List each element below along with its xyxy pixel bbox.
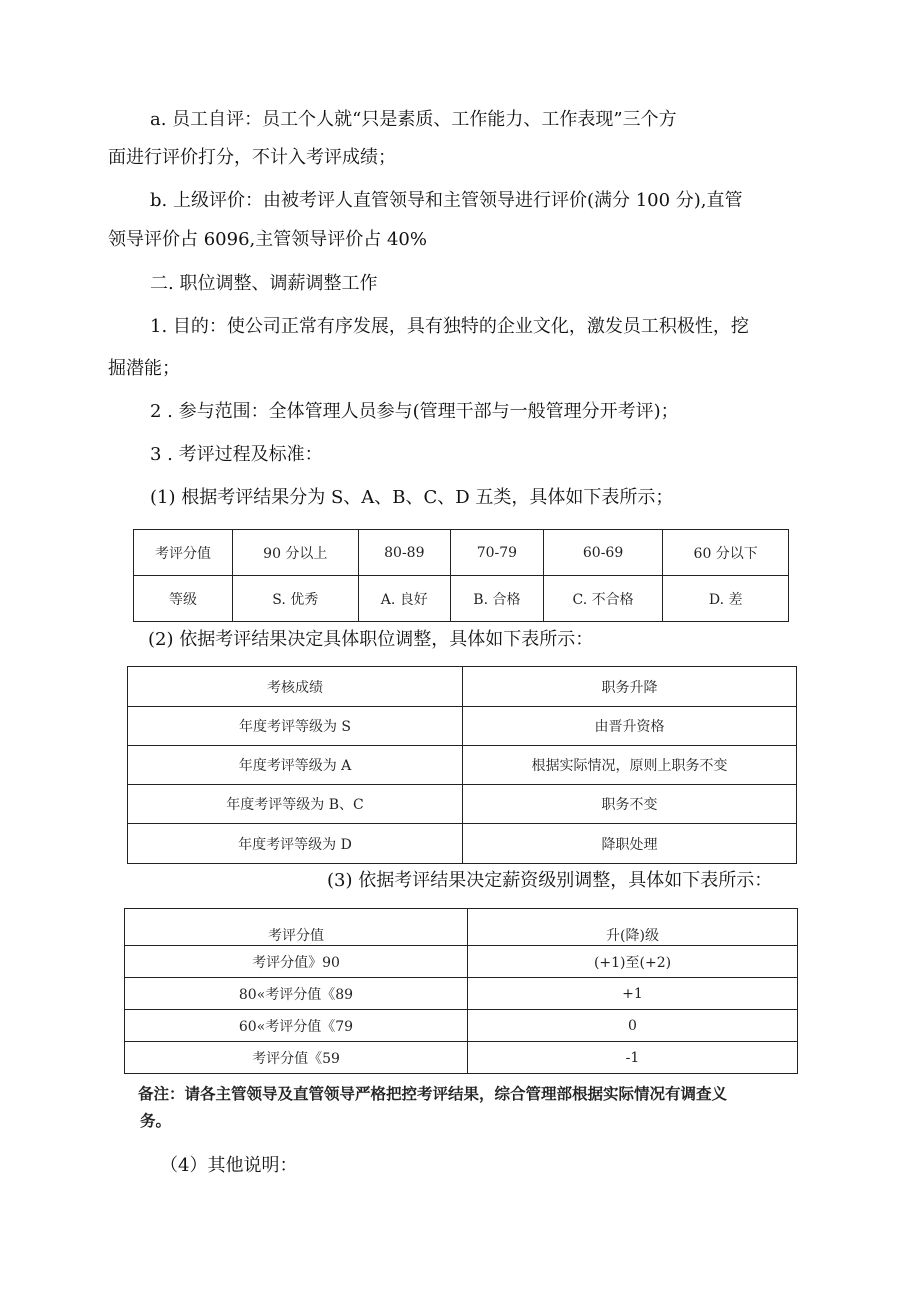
paragraph: 面进行评价打分，不计入考评成绩； [108, 147, 396, 168]
table-cell: 90 分以上 [233, 530, 359, 576]
table-cell: +1 [468, 978, 798, 1010]
grade-table [133, 529, 789, 622]
paragraph: 2 . 参与范围：全体管理人员参与(管理干部与一般管理分开考评)； [150, 401, 679, 422]
position-table [127, 666, 797, 864]
table-cell: 70-79 [451, 530, 544, 576]
table-cell: -1 [468, 1042, 798, 1074]
paragraph: （4）其他说明： [160, 1155, 298, 1176]
paragraph: (3) 依据考评结果决定薪资级别调整，具体如下表所示： [327, 870, 773, 891]
paragraph: 掘潜能； [108, 358, 180, 379]
table-cell: 由晋升资格 [463, 707, 797, 746]
table-cell: 60 分以下 [663, 530, 789, 576]
table-cell: 等级 [134, 576, 233, 622]
table-cell: S. 优秀 [233, 576, 359, 622]
paragraph: 领导评价占 6096,主管领导评价占 40% [108, 229, 427, 250]
paragraph: 3 . 考评过程及标准： [150, 444, 323, 465]
note: 务。 [140, 1112, 172, 1130]
table-cell: 职务不变 [463, 785, 797, 824]
salary-table [124, 908, 798, 1074]
table-cell: 考评分值 [125, 909, 468, 946]
table-cell: C. 不合格 [543, 576, 663, 622]
paragraph: 1. 目的：使公司正常有序发展，具有独特的企业文化，激发员工积极性，挖 [150, 316, 749, 337]
table-cell: 根据实际情况，原则上职务不变 [463, 746, 797, 785]
table-cell: B. 合格 [451, 576, 544, 622]
table-cell: 年度考评等级为 A [128, 746, 463, 785]
table-cell: 考评分值》90 [125, 946, 468, 978]
table-cell: 考评分值 [134, 530, 233, 576]
paragraph: (2) 依据考评结果决定具体职位调整，具体如下表所示： [148, 629, 594, 650]
table-cell: 0 [468, 1010, 798, 1042]
paragraph: a. 员工自评：员工个人就“只是素质、工作能力、工作表现”三个方 [150, 109, 677, 130]
table-cell: 60-69 [543, 530, 663, 576]
table-cell: (+1)至(+2) [468, 946, 798, 978]
table-cell: D. 差 [663, 576, 789, 622]
table-cell: 考核成绩 [128, 667, 463, 707]
table-cell: 年度考评等级为 B、C [128, 785, 463, 824]
table-cell: 职务升降 [463, 667, 797, 707]
table-cell: 年度考评等级为 S [128, 707, 463, 746]
paragraph: (1) 根据考评结果分为 S、A、B、C、D 五类，具体如下表所示； [150, 487, 674, 508]
table-cell: 考评分值《59 [125, 1042, 468, 1074]
table-cell: 升(降)级 [468, 909, 798, 946]
table-cell: 80-89 [358, 530, 450, 576]
table-cell: 年度考评等级为 D [128, 824, 463, 864]
section-heading: 二. 职位调整、调薪调整工作 [150, 273, 378, 294]
paragraph: b. 上级评价：由被考评人直管领导和主管领导进行评价(满分 100 分),直管 [150, 190, 743, 211]
table-cell: A. 良好 [358, 576, 450, 622]
table-cell: 60«考评分值《79 [125, 1010, 468, 1042]
table-cell: 80«考评分值《89 [125, 978, 468, 1010]
table-cell: 降职处理 [463, 824, 797, 864]
note: 备注：请各主管领导及直管领导严格把控考评结果，综合管理部根据实际情况有调查义 [138, 1085, 728, 1103]
